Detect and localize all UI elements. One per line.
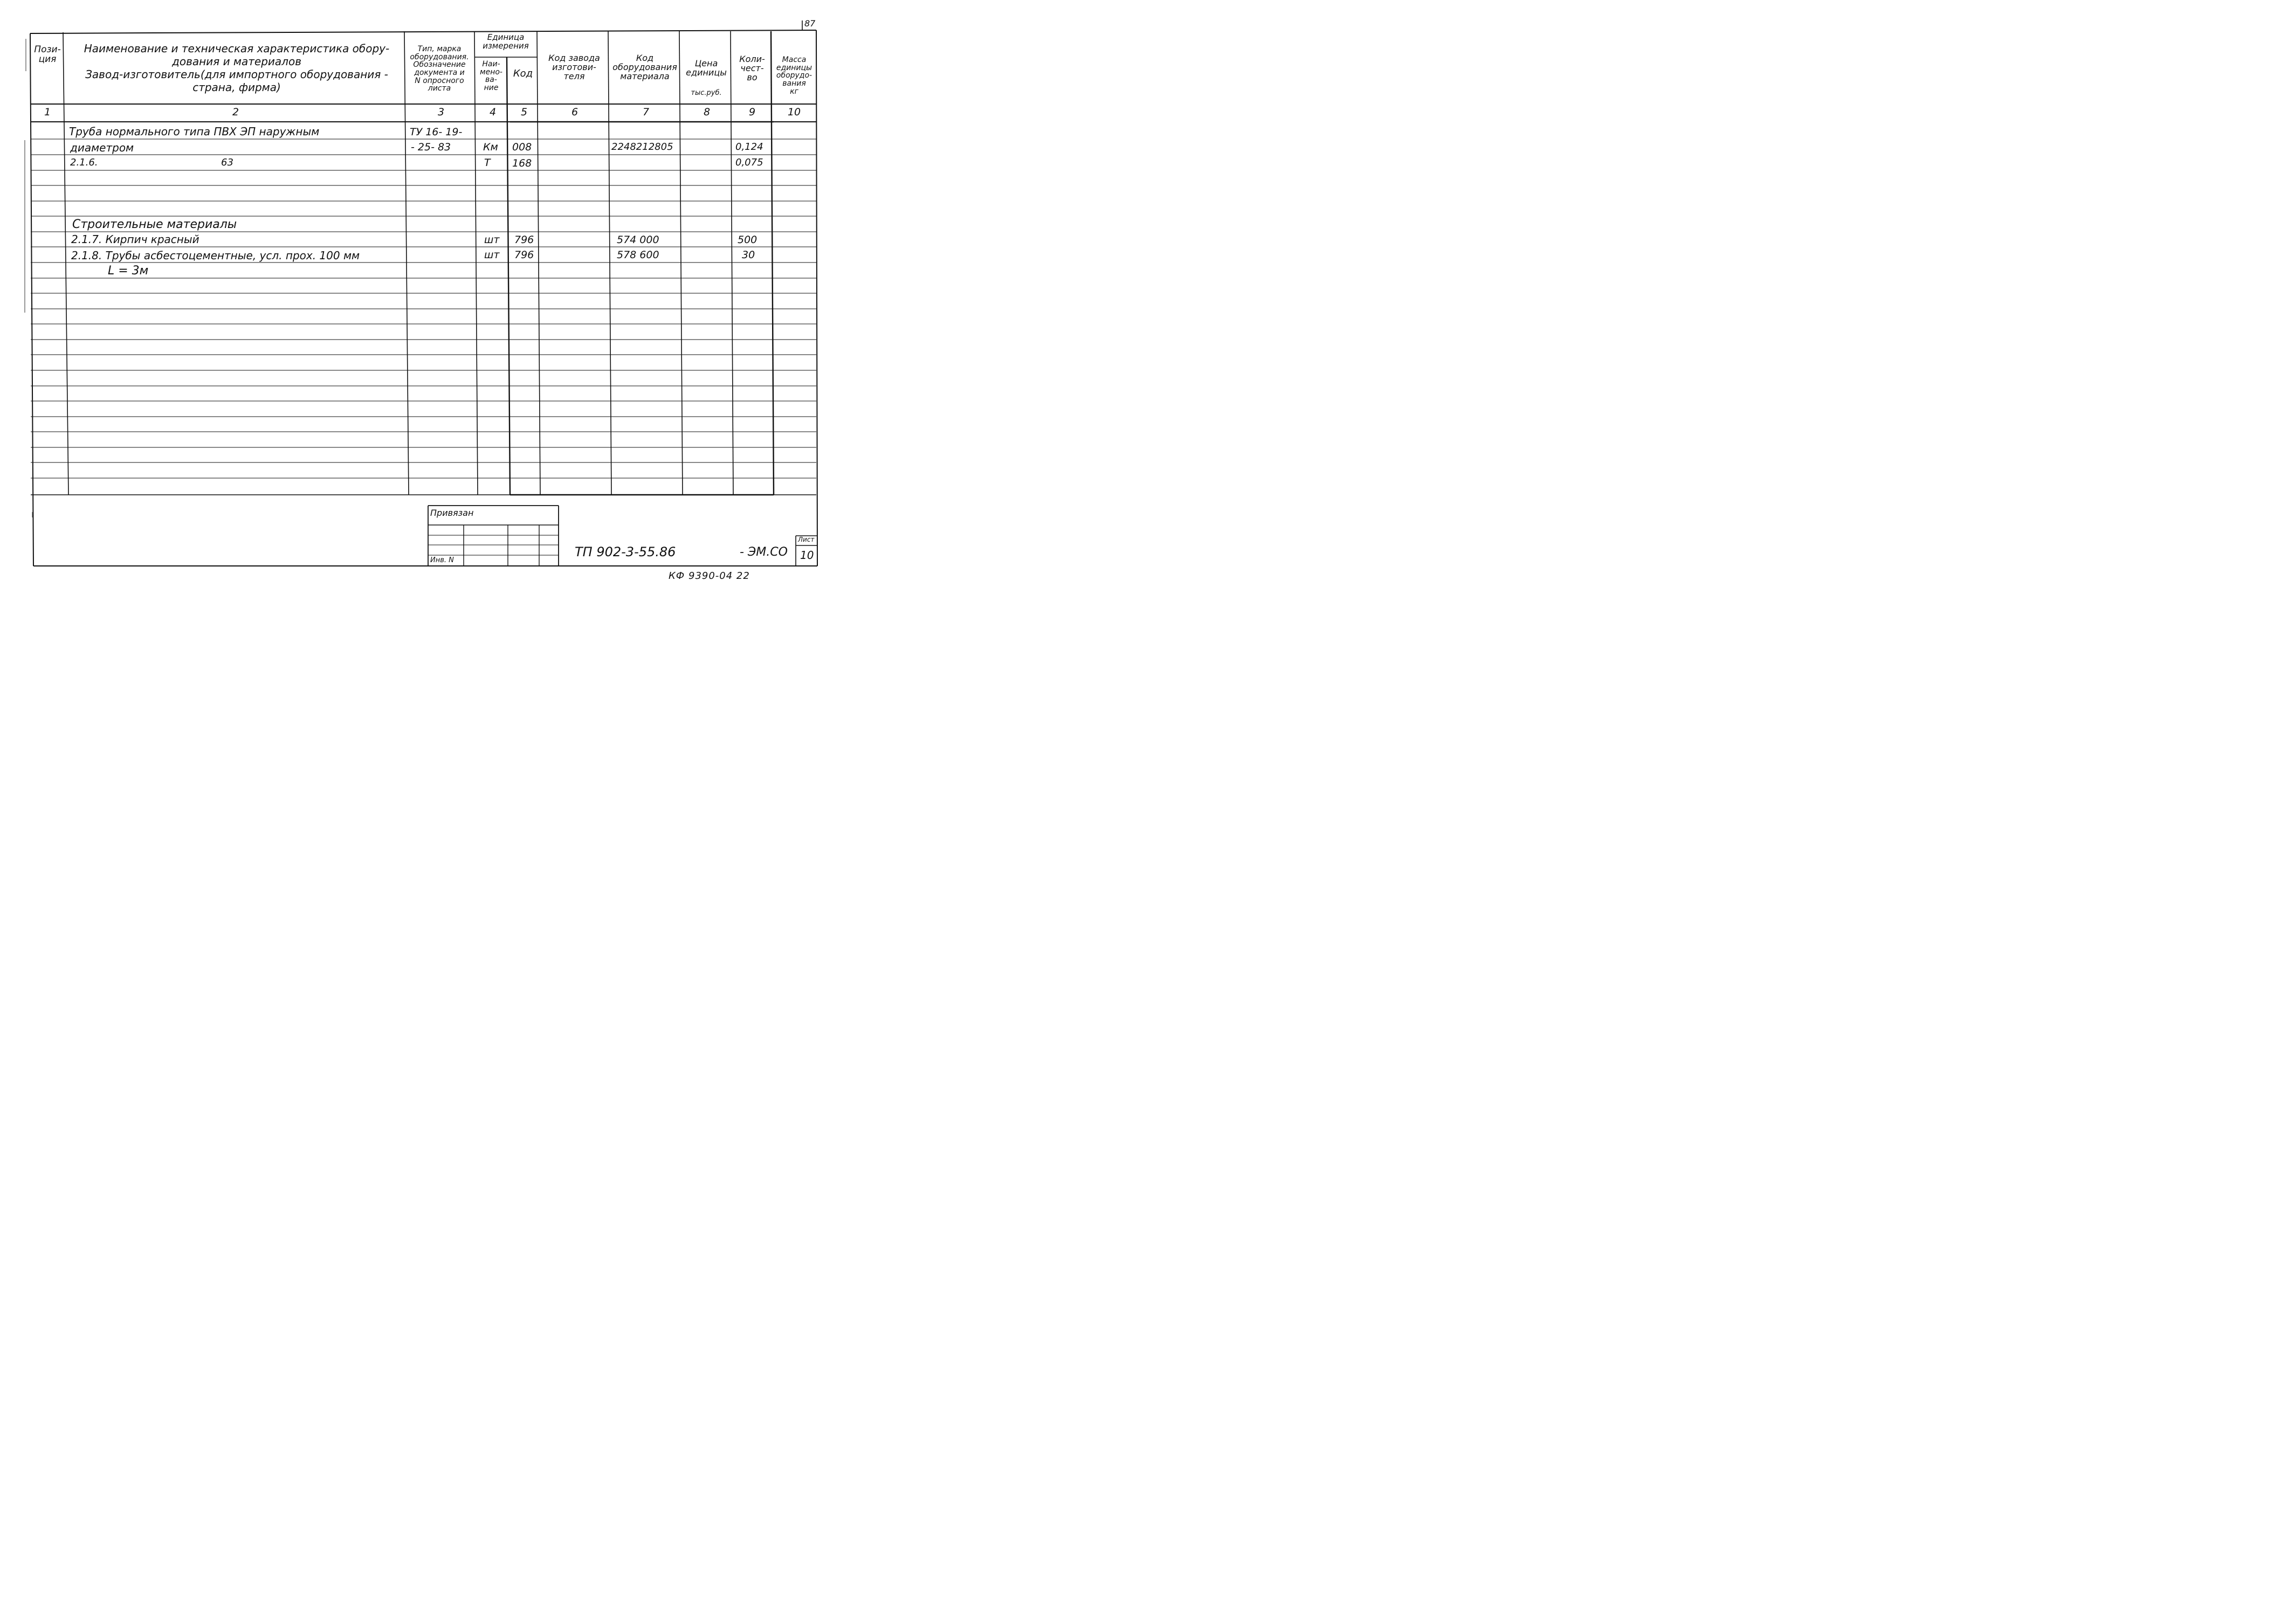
column-number-9: 9 — [748, 106, 756, 118]
row2-unit: Км — [483, 141, 498, 153]
row3-diameter: 63 — [221, 157, 233, 168]
column-number-7: 7 — [642, 106, 650, 118]
header-unit-mass: Масса единицы оборудо- вания кг — [776, 56, 812, 96]
sheet-corner-number: 87 — [804, 18, 816, 29]
header-type-mark: Тип, марка оборудования. Обозначение документа и N опросного листа — [410, 45, 469, 93]
column-number-1: 1 — [44, 106, 51, 118]
bound-label: Привязан — [430, 508, 474, 518]
header-position: Пози- ция — [34, 44, 61, 65]
row1-type: ТУ 16- 19- — [410, 126, 463, 138]
row4-quantity: 500 — [738, 234, 758, 246]
row3-quantity: 0,075 — [735, 157, 763, 168]
row3-unit: Т — [484, 157, 491, 169]
document-suffix: - ЭМ.СО — [740, 545, 788, 559]
row3-unit-code: 168 — [512, 157, 532, 169]
header-equipment-code: Код оборудования материала — [612, 53, 677, 81]
row2-equipment-code: 2248212805 — [611, 141, 673, 153]
row6-length: L = 3м — [108, 264, 149, 278]
sheet-number: 10 — [800, 549, 814, 562]
header-unit-group: Единица измерения — [483, 32, 529, 51]
row1-name: Труба нормального типа ПВХ ЭП наружным — [69, 125, 320, 138]
row4-unit-code: 796 — [514, 234, 534, 246]
row2-name: диаметром — [70, 141, 134, 154]
row5-quantity: 30 — [742, 249, 755, 261]
column-number-3: 3 — [437, 106, 445, 118]
document-number: ТП 902-3-55.86 — [575, 544, 676, 559]
header-quantity: Коли- чест- во — [739, 54, 765, 82]
header-manufacturer-code: Код завода изготови- теля — [548, 53, 600, 81]
column-number-2: 2 — [232, 106, 239, 118]
column-number-5: 5 — [520, 106, 528, 118]
header-unit-price-currency: тыс.руб. — [691, 89, 722, 97]
header-unit-name: Наи- мено- ва- ние — [480, 60, 502, 93]
row3-position: 2.1.6. — [70, 157, 98, 168]
section-title: Строительные материалы — [72, 218, 237, 231]
row4-equipment-code: 574 000 — [617, 234, 659, 246]
header-name-line2: дования и материалов — [172, 55, 301, 68]
column-number-4: 4 — [489, 106, 497, 118]
row2-type: - 25- 83 — [411, 141, 451, 153]
row5-unit-code: 796 — [514, 249, 534, 261]
header-name-line4: страна, фирма) — [192, 81, 281, 94]
row5-name: 2.1.8. Трубы асбестоцементные, усл. прох. 100 мм — [71, 249, 360, 262]
row5-equipment-code: 578 600 — [617, 249, 659, 261]
row2-quantity: 0,124 — [735, 141, 763, 153]
header-unit-code: Код — [513, 68, 533, 79]
header-unit-price: Цена единицы — [686, 58, 727, 78]
row4-name: 2.1.7. Кирпич красный — [71, 233, 199, 246]
column-number-8: 8 — [703, 106, 711, 118]
header-name-line3: Завод-изготовитель(для импортного оборудования - — [85, 68, 388, 81]
row5-unit: шт — [484, 249, 500, 261]
sheet-label: Лист — [798, 536, 815, 543]
column-number-10: 10 — [787, 106, 801, 118]
row4-unit: шт — [484, 234, 500, 246]
inventory-number-label: Инв. N — [430, 556, 454, 564]
header-name-line1: Наименование и техническая характеристика обору- — [84, 42, 390, 55]
footer-code: КФ 9390-04 22 — [669, 570, 750, 582]
column-number-6: 6 — [571, 106, 579, 118]
row2-unit-code: 008 — [512, 141, 532, 153]
